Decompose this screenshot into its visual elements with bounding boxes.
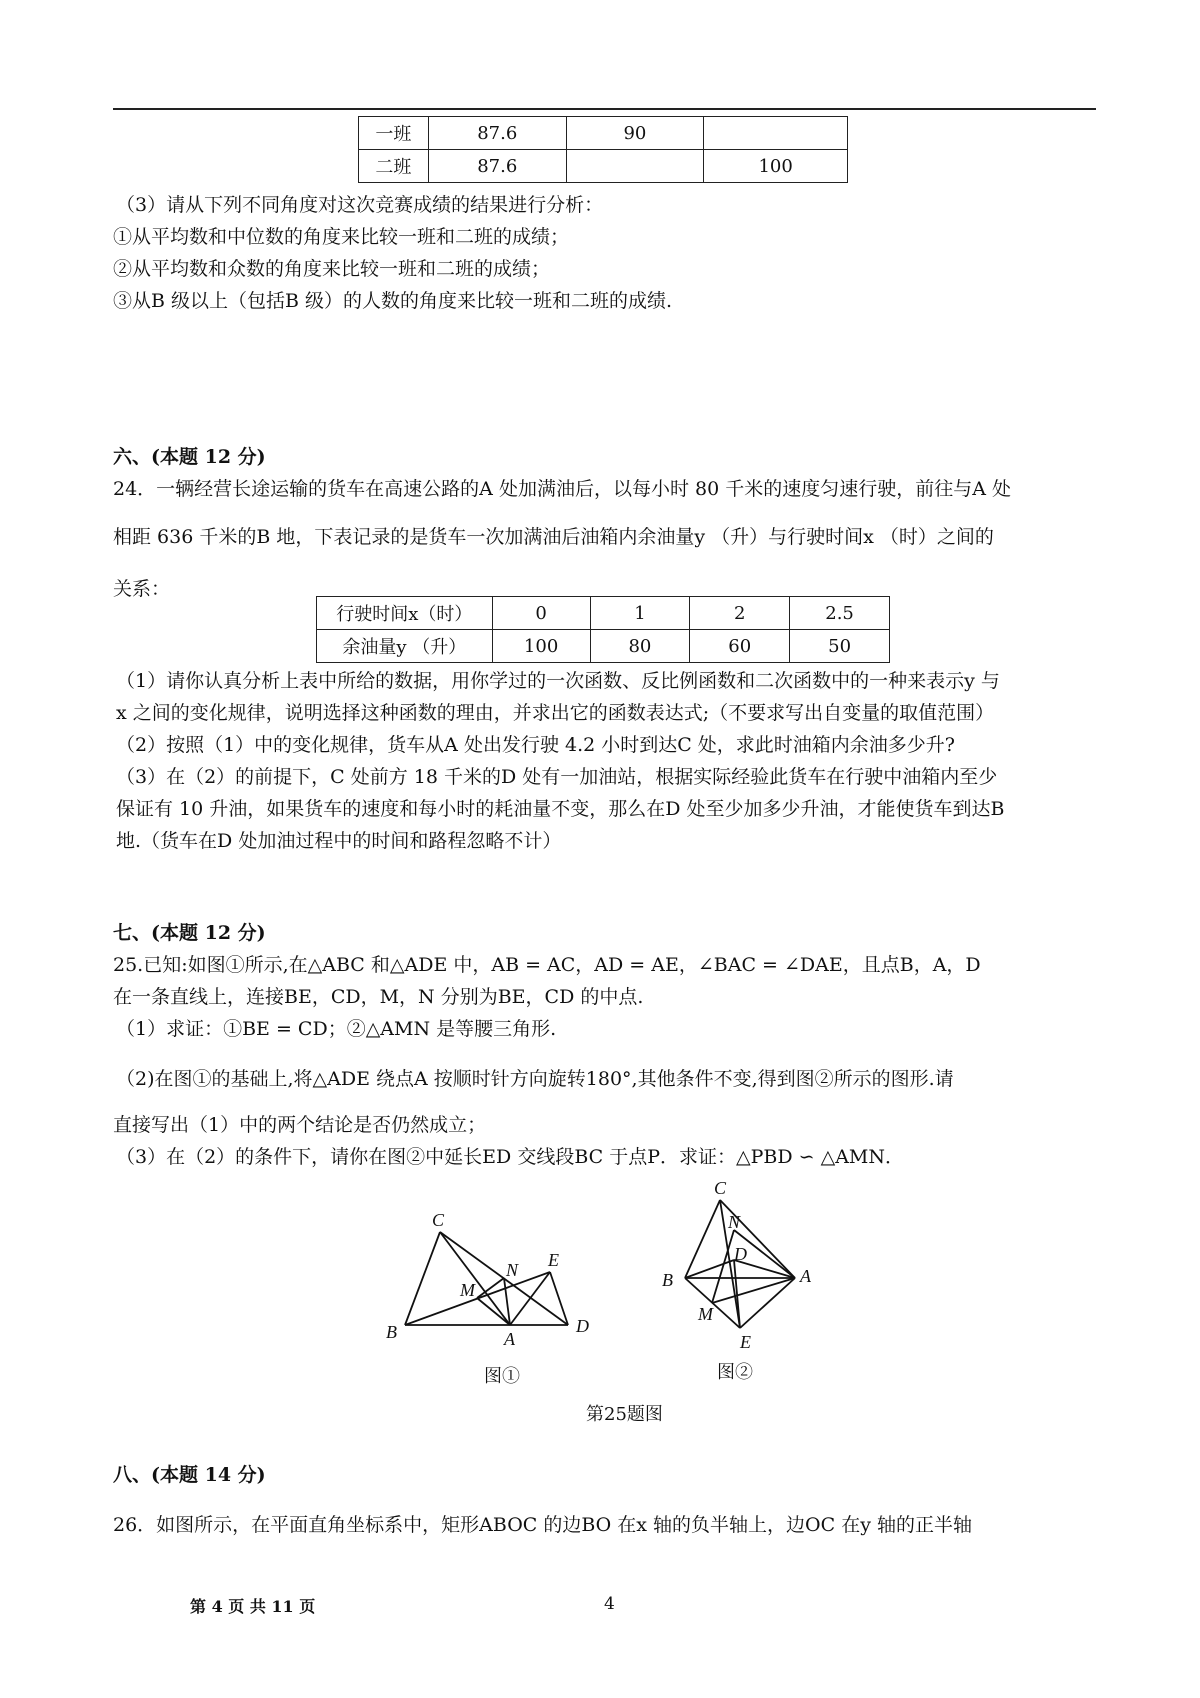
q23-part3: （3）请从下列不同角度对这次竞赛成绩的结果进行分析： bbox=[116, 194, 604, 216]
q23-item1: ①从平均数和中位数的角度来比较一班和二班的成绩； bbox=[113, 226, 570, 248]
q25-part2a: （2)在图①的基础上,将△ADE 绕点A 按顺时针方向旋转180°,其他条件不变,得到图②所示的图形.请 bbox=[116, 1068, 954, 1090]
label-M: M bbox=[698, 1304, 713, 1324]
label-C: C bbox=[432, 1210, 445, 1230]
label-D: D bbox=[576, 1316, 589, 1336]
q24-part3b: 保证有 10 升油，如果货车的速度和每小时的耗油量不变，那么在D 处至少加多少升油，才能使货车到达B bbox=[116, 798, 1005, 820]
table-row bbox=[317, 630, 890, 663]
figure-2 bbox=[660, 1178, 820, 1353]
fuel-label: 余油量y （升） bbox=[317, 630, 493, 663]
page-info: 第 4 页 共 11 页 bbox=[190, 1597, 316, 1616]
median-cell bbox=[566, 150, 704, 183]
section6-heading: 六、(本题 12 分) bbox=[113, 446, 266, 468]
fuel-cell: 50 bbox=[790, 630, 890, 663]
q24-part1b: x 之间的变化规律，说明选择这种函数的理由，并求出它的函数表达式;（不要求写出自变量的取值范围） bbox=[116, 702, 995, 724]
q24-part3c: 地.（货车在D 处加油过程中的时间和路程忽略不计） bbox=[116, 830, 562, 852]
label-N: N bbox=[728, 1212, 741, 1232]
label-B: B bbox=[386, 1322, 397, 1342]
median-cell: 90 bbox=[566, 117, 704, 150]
mean-cell: 87.6 bbox=[428, 117, 566, 150]
time-label: 行驶时间x（时） bbox=[317, 597, 493, 630]
figure-1 bbox=[380, 1210, 620, 1360]
section7-heading: 七、(本题 12 分) bbox=[113, 922, 266, 944]
q24-line2: 相距 636 千米的B 地，下表记录的是货车一次加满油后油箱内余油量y （升）与行驶时间x （时）之间的 bbox=[113, 526, 994, 548]
row-label: 一班 bbox=[359, 117, 429, 150]
fuel-cell: 100 bbox=[492, 630, 590, 663]
table-row bbox=[359, 117, 848, 150]
q24-line3: 关系： bbox=[113, 578, 171, 600]
figure-1-caption: 图① bbox=[484, 1366, 520, 1387]
label-M: M bbox=[460, 1280, 475, 1300]
label-B: B bbox=[662, 1270, 673, 1290]
table-row bbox=[317, 597, 890, 630]
section8-heading: 八、(本题 14 分) bbox=[113, 1464, 266, 1486]
row-label: 二班 bbox=[359, 150, 429, 183]
mean-cell: 87.6 bbox=[428, 150, 566, 183]
time-cell: 2.5 bbox=[790, 597, 890, 630]
q23-item3: ③从B 级以上（包括B 级）的人数的角度来比较一班和二班的成绩. bbox=[113, 290, 673, 312]
q25-part1: （1）求证：①BE = CD；②△AMN 是等腰三角形. bbox=[116, 1018, 557, 1040]
label-A: A bbox=[800, 1266, 811, 1286]
time-cell: 0 bbox=[492, 597, 590, 630]
fuel-cell: 60 bbox=[690, 630, 790, 663]
mode-cell: 100 bbox=[704, 150, 848, 183]
mode-cell bbox=[704, 117, 848, 150]
q25-line1: 25.已知:如图①所示,在△ABC 和△ADE 中，AB = AC，AD = AE，∠BAC = ∠DAE，且点B，A，D bbox=[113, 954, 981, 976]
label-A: A bbox=[504, 1329, 515, 1349]
q25-part2b: 直接写出（1）中的两个结论是否仍然成立； bbox=[113, 1114, 487, 1136]
fuel-cell: 80 bbox=[590, 630, 690, 663]
label-C: C bbox=[714, 1178, 727, 1198]
label-D: D bbox=[734, 1244, 747, 1264]
label-E: E bbox=[548, 1250, 559, 1270]
q25-line2: 在一条直线上，连接BE，CD，M，N 分别为BE，CD 的中点. bbox=[113, 986, 644, 1008]
figure-2-caption: 图② bbox=[717, 1362, 753, 1383]
label-E: E bbox=[740, 1332, 751, 1352]
time-cell: 2 bbox=[690, 597, 790, 630]
q23-item2: ②从平均数和众数的角度来比较一班和二班的成绩； bbox=[113, 258, 551, 280]
q24-line1: 24．一辆经营长途运输的货车在高速公路的A 处加满油后，以每小时 80 千米的速度匀速行驶，前往与A 处 bbox=[113, 478, 1011, 500]
q24-part2: （2）按照（1）中的变化规律，货车从A 处出发行驶 4.2 小时到达C 处，求此时油箱内余油多少升? bbox=[116, 734, 955, 756]
time-cell: 1 bbox=[590, 597, 690, 630]
q25-part3: （3）在（2）的条件下，请你在图②中延长ED 交线段BC 于点P．求证：△PBD ∽ △AMN． bbox=[116, 1146, 905, 1168]
q24-part3a: （3）在（2）的前提下，C 处前方 18 千米的D 处有一加油站，根据实际经验此货车在行驶中油箱内至少 bbox=[116, 766, 998, 788]
q24-part1a: （1）请你认真分析上表中所给的数据，用你学过的一次函数、反比例函数和二次函数中的一种来表示y 与 bbox=[116, 670, 1000, 692]
label-N: N bbox=[506, 1260, 519, 1280]
page-number: 4 bbox=[604, 1594, 615, 1614]
header-rule bbox=[113, 108, 1096, 110]
fuel-table bbox=[316, 596, 890, 663]
class-score-table bbox=[358, 116, 848, 183]
table-row bbox=[359, 150, 848, 183]
q26-line1: 26．如图所示，在平面直角坐标系中，矩形ABOC 的边BO 在x 轴的负半轴上，边OC 在y 轴的正半轴 bbox=[113, 1514, 972, 1536]
figure-title: 第25题图 bbox=[586, 1404, 663, 1425]
